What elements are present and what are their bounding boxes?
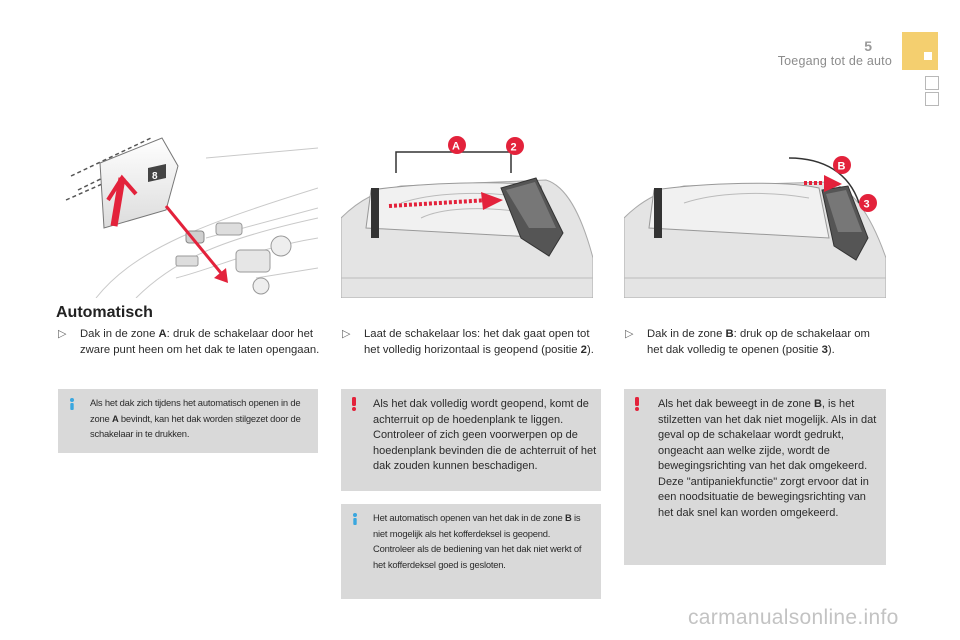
- text: Het automatisch openen van het dak in de zone: [373, 512, 565, 523]
- chapter-tab[interactable]: [925, 76, 939, 90]
- text: : druk op de schakelaar om het dak volledig te openen (positie: [647, 328, 870, 356]
- instruction-release-switch: [342, 326, 596, 358]
- warning-note-column3: [624, 389, 886, 565]
- text: Laat de schakelaar los: het dak gaat open tot het volledig horizontaal is geopend (positie: [364, 328, 590, 356]
- heading-automatisch: Automatisch: [56, 304, 153, 321]
- zone-label: B: [564, 512, 572, 523]
- text: ).: [827, 344, 835, 356]
- triangle-bullet-icon: ▷: [625, 328, 634, 340]
- text: , is het stilzetten van het dak niet mogelijk. Als in dat geval op de schakelaar wordt gedrukt, ongeacht aan welke zijde, wordt de bewegingsrichting van het dak omgekeerd.: [658, 398, 877, 472]
- info-note-column2: [341, 504, 601, 599]
- warning-note-column2: [341, 389, 601, 491]
- zone-label: B: [813, 398, 822, 410]
- triangle-bullet-icon: ▷: [342, 328, 351, 340]
- warning-icon: [632, 397, 642, 411]
- roof-opening-illustration: [341, 128, 593, 298]
- roof-opening-zone-b-illustration: [624, 128, 886, 298]
- text: is niet mogelijk als het kofferdeksel is geopend.: [373, 512, 581, 539]
- zone-b-marker: B: [837, 160, 846, 173]
- text: Als het dak beweegt in de zone: [658, 398, 814, 410]
- position-label: 2: [580, 344, 587, 356]
- section-title: Toegang tot de auto: [777, 54, 892, 68]
- page-number: 5: [864, 38, 872, 54]
- chapter-tab-active[interactable]: [902, 32, 938, 70]
- zone-a-marker: A: [452, 140, 460, 153]
- info-icon: [349, 512, 361, 525]
- zone-label: B: [725, 328, 734, 340]
- text: ).: [586, 344, 594, 356]
- position-3-marker: 3: [863, 198, 870, 211]
- roof-switch-illustration: [56, 128, 318, 298]
- text: : druk de schakelaar door het zware punt heen om het dak te laten opengaan.: [80, 328, 320, 356]
- chapter-tab[interactable]: [925, 92, 939, 106]
- instruction-zone-b: [625, 326, 887, 358]
- text: Controleer als de bediening van het dak niet werkt of het kofferdeksel goed is gesloten.: [373, 543, 582, 570]
- text: Als het dak zich tijdens het automatisch openen in de zone: [90, 397, 301, 424]
- text: Deze "antipaniekfunctie" zorgt ervoor dat in een noodsituatie de bewegingsrichting van het dak snel kan worden omgekeerd.: [658, 475, 869, 519]
- zone-label: A: [111, 412, 119, 424]
- text: bevindt, kan het dak worden stilgezet door de schakelaar in te drukken.: [90, 412, 301, 439]
- warning-icon: [349, 397, 359, 411]
- zone-label: A: [158, 328, 167, 340]
- position-2-marker: 2: [510, 141, 517, 154]
- instruction-zone-a: [58, 326, 320, 358]
- triangle-bullet-icon: ▷: [58, 328, 67, 340]
- square-icon: [924, 52, 932, 60]
- warning-text: Als het dak volledig wordt geopend, komt de achterruit op de hoedenplank te liggen. Controleer of zich geen voorwerpen op de hoedenplank bevinden die de achterruit of het dak zouden kunnen beschadigen.: [373, 398, 597, 472]
- info-note-column1: [58, 389, 318, 453]
- watermark: carmanualsonline.info: [688, 606, 899, 629]
- text: Dak in de zone: [80, 328, 159, 340]
- info-icon: [66, 397, 78, 410]
- position-label: 3: [821, 344, 828, 356]
- text: Dak in de zone: [647, 328, 726, 340]
- svg-text:8: 8: [152, 171, 158, 182]
